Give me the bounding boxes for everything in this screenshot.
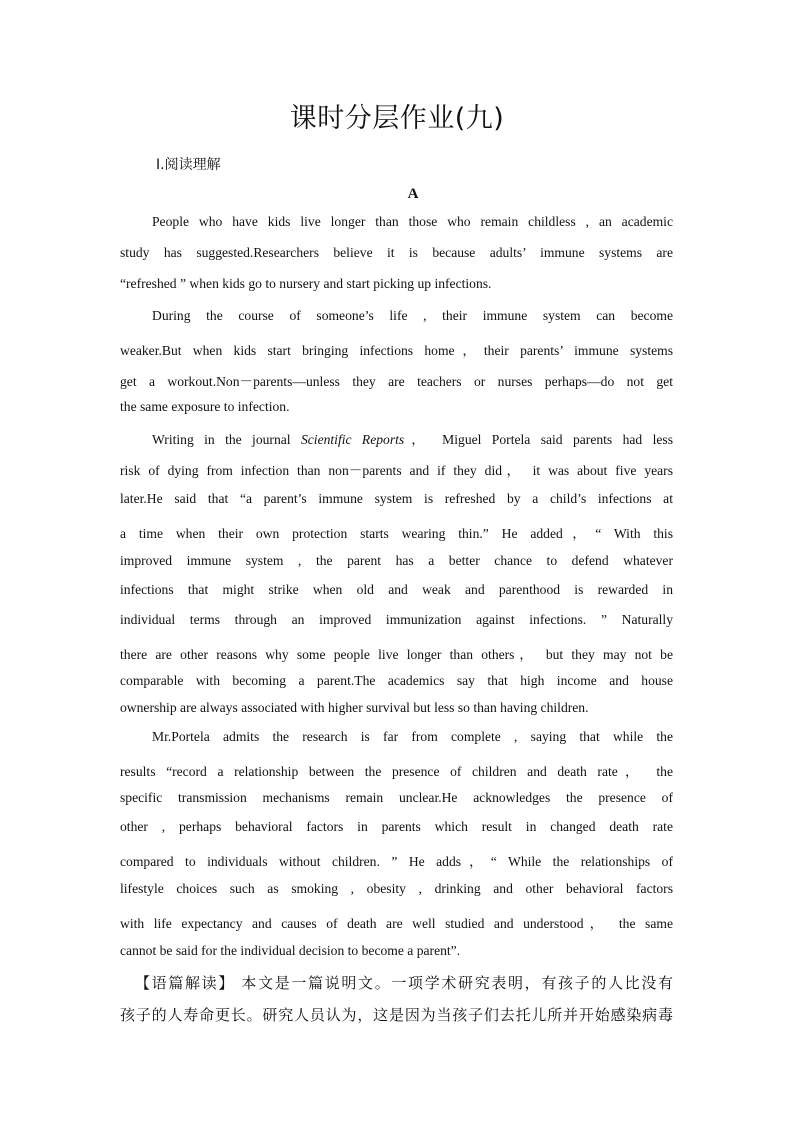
paragraph-4-line-8: cannot be said for the individual decision to become a parent”. (120, 943, 461, 958)
paragraph-3-line-1-post: ， Miguel Portela said parents had less (404, 432, 674, 447)
paragraph-4-line-5: compared to individuals without children. ” He adds，“ While the relationships of (120, 854, 673, 869)
paragraph-3-line-4: a time when their own protection starts wearing thin.” He added，“ With this (120, 526, 673, 541)
paragraph-3-line-7: individual terms through an improved immunization against infections. ” Naturally (120, 612, 673, 627)
paragraph-4-line-2: results “record a relationship between the presence of children and death rate， the (120, 764, 673, 779)
section-label: Ⅰ.阅读理解 (156, 157, 221, 173)
paragraph-1-line-2: study has suggested.Researchers believe it is because adults’ immune systems are (120, 245, 673, 260)
paragraph-2-line-4: the same exposure to infection. (120, 399, 290, 414)
paragraph-3-line-1-pre: Writing in the journal (152, 432, 291, 447)
paragraph-2-line-3: get a workout.Non－parents—unless they are teachers or nurses perhaps—do not get (120, 374, 673, 389)
paragraph-3-line-8: there are other reasons why some people live longer than others， but they may not be (120, 647, 673, 662)
paragraph-3-line-2: risk of dying from infection than non－parents and if they did， it was about five years (120, 463, 673, 478)
paragraph-3-line-9: comparable with becoming a parent.The academics say that high income and house (120, 673, 673, 688)
analysis-line-1: 【语篇解读】 本文是一篇说明文。一项学术研究表明，有孩子的人比没有 (135, 974, 673, 992)
analysis-line-2: 孩子的人寿命更长。研究人员认为，这是因为当孩子们去托儿所并开始感染病毒 (120, 1006, 673, 1024)
passage-label: A (407, 186, 419, 202)
paragraph-3-line-5: improved immune system , the parent has a better chance to defend whatever (120, 553, 673, 568)
paragraph-2-line-2: weaker.But when kids start bringing infections home，their parents’ immune systems (120, 343, 673, 358)
paragraph-3-line-10: ownership are always associated with higher survival but less so than having children. (120, 700, 589, 715)
paragraph-4-line-3: specific transmission mechanisms remain unclear.He acknowledges the presence of (120, 790, 673, 805)
page-title: 课时分层作业(九) (289, 103, 505, 134)
paragraph-4-line-7: with life expectancy and causes of death are well studied and understood， the same (120, 916, 673, 931)
paragraph-4-line-4: other , perhaps behavioral factors in parents which result in changed death rate (120, 819, 673, 834)
paragraph-4-line-6: lifestyle choices such as smoking , obesity , drinking and other behavioral factors (120, 881, 673, 896)
paragraph-4-line-1: Mr.Portela admits the research is far from complete , saying that while the (152, 729, 673, 744)
paragraph-3-line-6: infections that might strike when old and weak and parenthood is rewarded in (120, 582, 673, 597)
journal-title: Scientific Reports (300, 432, 405, 447)
paragraph-3-line-3: later.He said that “a parent’s immune system is refreshed by a child’s infections at (120, 491, 673, 506)
paragraph-2-line-1: During the course of someone’s life , their immune system can become (152, 308, 673, 323)
paragraph-1-line-3: “refreshed ” when kids go to nursery and start picking up infections. (120, 276, 492, 291)
paragraph-3-line-1 (152, 428, 673, 448)
paragraph-1-line-1: People who have kids live longer than those who remain childless , an academic (152, 214, 673, 229)
